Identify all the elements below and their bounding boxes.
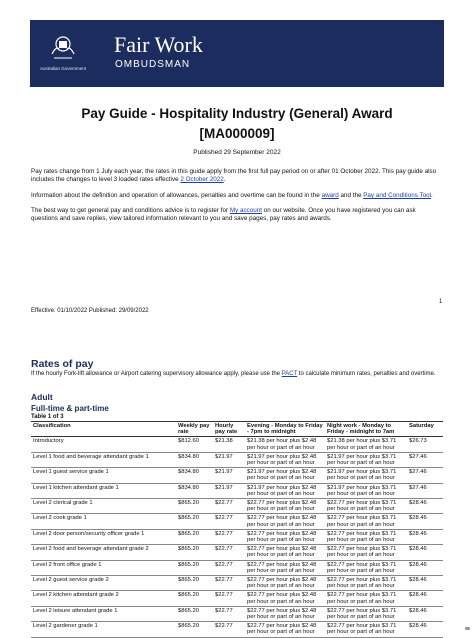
column-header: Classification [31,422,176,437]
table-cell: $22.77 per hour plus $2.48 per hour or part of an hour [245,591,325,606]
table-cell: $22.77 per hour plus $2.48 per hour or part of an hour [245,606,325,621]
table-row [31,591,443,606]
table-cell: $27.46 [407,452,443,467]
rates-of-pay-heading: Rates of pay [31,358,94,370]
table-cell: $28.46 [407,591,443,606]
column-header: Night work - Monday to Friday - midnight to 7am [325,422,407,437]
table-cell: $28.46 [407,622,443,637]
australian-government-text: Australian Government [40,66,87,71]
table-cell: Level 2 gardener grade 1 [31,622,176,637]
table-cell: $28.46 [407,514,443,529]
adult-heading: Adult [31,392,53,402]
my-account-link[interactable]: My account [229,207,263,214]
table-cell: $22.77 [213,576,245,591]
table-cell: Introductory [31,437,176,452]
table-cell: $26.73 [407,437,443,452]
table-cell: $812.60 [176,437,213,452]
table-cell: $865.20 [176,576,213,591]
table-cell: $22.77 [213,529,245,544]
table-cell: $28.46 [407,499,443,514]
brand-subtitle: OMBUDSMAN [115,59,191,70]
table-cell: $22.77 [213,591,245,606]
table-cell: $22.77 per hour plus $2.48 per hour or part of an hour [245,560,325,575]
table-cell: $28.46 [407,545,443,560]
table-cell: Level 2 front office grade 1 [31,560,176,575]
table-cell: $865.20 [176,514,213,529]
table-cell: $865.20 [176,529,213,544]
advice-text: The best way to get general pay and conditions advice is to register for [31,207,230,214]
table-cell: $21.38 [213,437,245,452]
table-cell: $22.77 per hour plus $2.48 per hour or part of an hour [245,529,325,544]
column-header: Saturday [407,422,443,437]
table-cell: $21.97 per hour plus $3.71 per hour or part of an hour [325,483,407,498]
award-link[interactable]: award [321,192,339,199]
table-cell: $22.77 [213,545,245,560]
table-cell: $865.20 [176,591,213,606]
column-header: Hourly pay rate [213,422,245,437]
table-cell: $27.46 [407,483,443,498]
table-cell: $865.20 [176,499,213,514]
table-row [31,560,443,575]
coat-of-arms-icon [48,32,78,62]
advice-end: on our website. Once you have registered you can ask questions and save replies, view tailored information relevant to you and save pages, pay rates and awards. [31,207,416,223]
table-cell: $27.46 [407,468,443,483]
table-cell: $21.97 [213,452,245,467]
table-cell: $21.97 per hour plus $3.71 per hour or part of an hour [325,468,407,483]
table-cell: $22.77 per hour plus $3.71 per hour or part of an hour [325,499,407,514]
table-cell: $21.97 [213,468,245,483]
table-cell: $21.97 per hour plus $3.71 per hour or part of an hour [325,452,407,467]
table-cell: $865.20 [176,606,213,621]
allowances-end: . [431,192,433,199]
rates-note [31,370,443,378]
table-cell: $21.38 per hour plus $3.71 per hour or part of an hour [325,437,407,452]
october-link[interactable]: 2 October 2022 [180,176,224,184]
table-cell: $28.46 [407,576,443,591]
table-cell: $22.77 per hour plus $3.71 per hour or part of an hour [325,514,407,529]
column-header: Evening - Monday to Friday - 7pm to midnight [245,422,325,437]
effective-date: Effective: 01/10/2022 Published: 29/09/2022 [31,308,149,314]
table-cell: $22.77 per hour plus $3.71 per hour or part of an hour [325,606,407,621]
table-cell: Level 2 leisure attendant grade 1 [31,606,176,621]
table-row [31,622,443,637]
table-cell: Level 2 clerical grade 1 [31,499,176,514]
column-header: Weekly pay rate [176,422,213,437]
table-cell: $21.97 [213,483,245,498]
table-cell: $22.77 [213,499,245,514]
table-row [31,514,443,529]
table-cell: Level 2 door person/security officer grade 1 [31,529,176,544]
table-cell: Level 2 food and beverage attendant grade 2 [31,545,176,560]
table-cell: $22.77 per hour plus $3.71 per hour or part of an hour [325,622,407,637]
table-cell: $22.77 [213,606,245,621]
table-cell: Level 2 kitchen attendant grade 2 [31,591,176,606]
rates-note-end: to calculate minimum rates, penalties and overtime. [297,371,436,377]
table-row [31,545,443,560]
intro-text: Pay rates change from 1 July each year, the rates in this guide apply from the first full pay period on or after 01 October 2022. This pay guide also includes the changes to level 3 loaded rates effective [31,168,437,184]
table-row [31,437,443,452]
table-cell: $28.46 [407,606,443,621]
table-body [31,437,443,637]
table-row [31,483,443,498]
table-row [31,529,443,544]
award-code: [MA000009] [199,126,275,141]
table-cell: $22.77 [213,560,245,575]
intro-end: . [223,176,226,184]
brand-name: Fair Work [114,32,203,57]
table-cell: $21.97 per hour plus $2.48 per hour or part of an hour [245,452,325,467]
table-cell: $22.77 per hour plus $2.48 per hour or part of an hour [245,514,325,529]
table-row [31,499,443,514]
page-number: 1 [439,299,443,305]
table-cell: $21.97 per hour plus $2.48 per hour or part of an hour [245,483,325,498]
table-cell: $22.77 per hour plus $2.48 per hour or part of an hour [245,576,325,591]
table-cell: $28.46 [407,560,443,575]
table-cell: $865.20 [176,545,213,560]
table-cell: $21.38 per hour plus $2.48 per hour or part of an hour [245,437,325,452]
table-cell: $22.77 per hour plus $2.48 per hour or part of an hour [245,499,325,514]
table-cell: $22.77 per hour plus $3.71 per hour or part of an hour [325,591,407,606]
table-cell: $834.80 [176,452,213,467]
table-cell: $22.77 per hour plus $3.71 per hour or part of an hour [325,576,407,591]
table-cell: Level 1 guest service grade 1 [31,468,176,483]
rates-note-text: If the hourly Fork-lift allowance or Airport catering supervisory allowance apply, please use the [31,371,282,377]
table-row [31,468,443,483]
allowances-text: Information about the definition and operation of allowances, penalties and overtime can be found in the [31,192,322,199]
allowances-paragraph [31,192,443,200]
published-date: Published 29 September 2022 [193,149,281,156]
pay-conditions-tool-link[interactable]: Pay and Conditions Tool [363,192,432,199]
table-cell: $28.46 [407,529,443,544]
table-cell: $834.80 [176,483,213,498]
table-cell: Level 1 kitchen attendant grade 1 [31,483,176,498]
table-cell: $22.77 [213,622,245,637]
table-cell: $834.80 [176,468,213,483]
table-row [31,606,443,621]
table-header-row [31,422,443,437]
table-cell: Level 2 cook grade 1 [31,514,176,529]
allowances-mid: and the [338,192,364,199]
document-title: Pay Guide - Hospitality Industry (General) Award [81,106,393,121]
table-cell: Level 2 guest service grade 2 [31,576,176,591]
table-row [31,452,443,467]
pay-rates-table [31,421,443,638]
fair-work-banner [30,20,444,87]
full-part-time-heading: Full-time & part-time [31,404,109,413]
table-cell: $22.77 [213,514,245,529]
table-cell: $22.77 per hour plus $3.71 per hour or part of an hour [325,560,407,575]
table-cell: $22.77 per hour plus $3.71 per hour or part of an hour [325,545,407,560]
table-cell: $865.20 [176,560,213,575]
pact-link[interactable]: PACT [281,371,298,377]
table-row [31,576,443,591]
table-cell: $22.77 per hour plus $2.48 per hour or part of an hour [245,545,325,560]
table-caption: Table 1 of 3 [31,414,64,420]
advice-paragraph [31,207,443,223]
table-cell: $21.97 per hour plus $2.48 per hour or part of an hour [245,468,325,483]
table-cell: $865.20 [176,622,213,637]
intro-paragraph [31,168,443,184]
table-cell: Level 1 food and beverage attendant grade 1 [31,452,176,467]
table-cell: $22.77 per hour plus $3.71 per hour or part of an hour [325,529,407,544]
table-cell: $22.77 per hour plus $2.48 per hour or part of an hour [245,622,325,637]
scroll-indicator[interactable] [465,627,470,630]
